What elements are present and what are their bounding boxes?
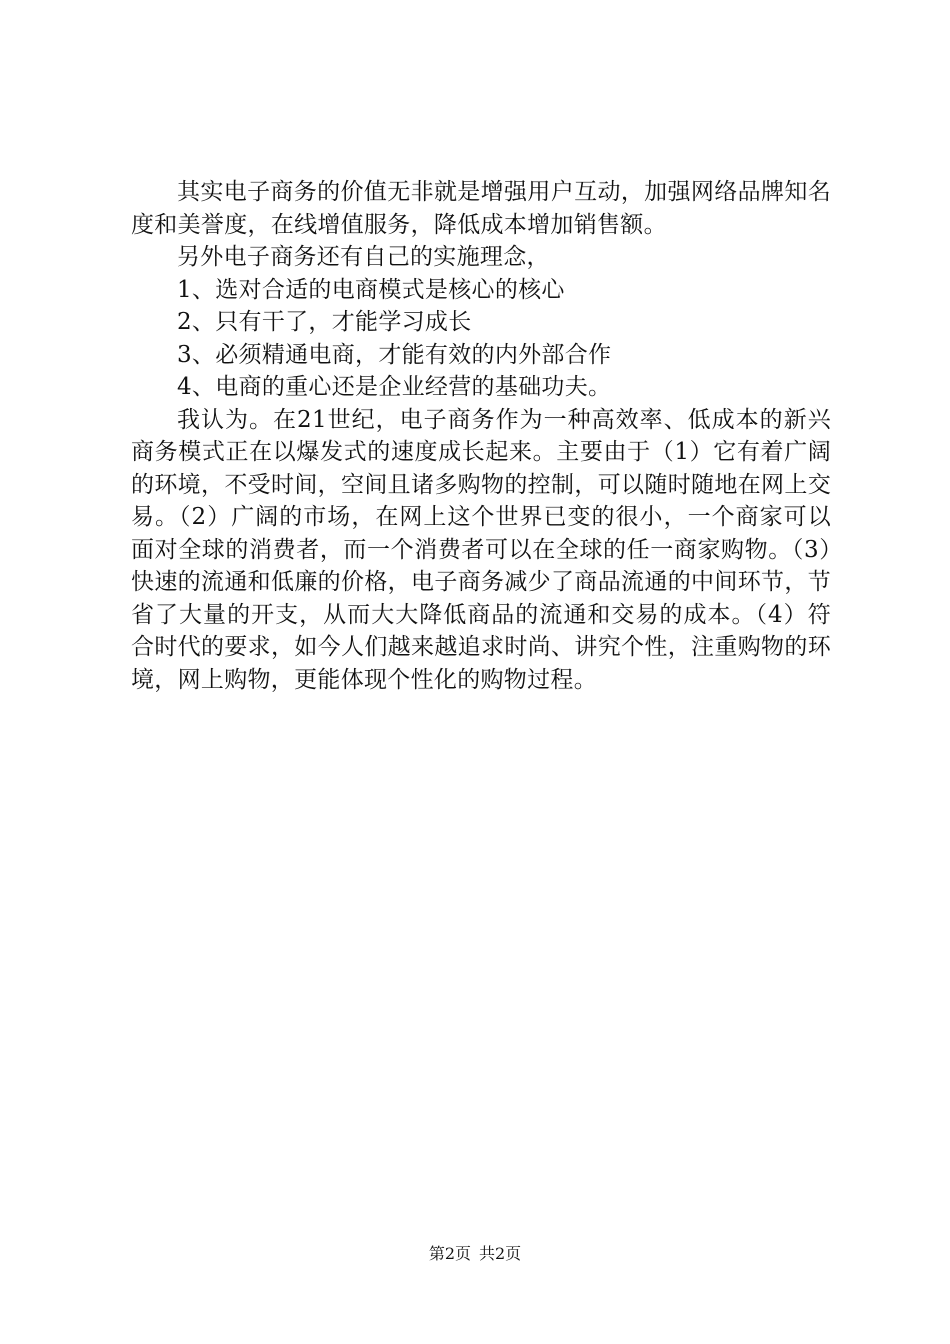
list-item-3: 3、必须精通电商，才能有效的内外部合作 xyxy=(177,341,612,368)
paragraph-opinion: 我认为。在21世纪，电子商务作为一种高效率、低成本的新兴商务模式正在以爆发式的速度成长起来。主要由于（1）它有着广阔的环境，不受时间，空间且诸多购物的控制，可以随时随地在网上交易。（2）广阔的市场，在网上这个世界已变的很小，一个商家可以面对全球的消费者，而一个消费者可以在全球的任一商家购物。（3）快速的流通和低廉的价格，电子商务减少了商品流通的中间环节，节省了大量的开支，从而大大降低商品的流通和交易的成本。（4）符合时代的要求，如今人们越来越追求时尚、讲究个性，注重购物的环境，网上购物，更能体现个性化的购物过程。 xyxy=(131,406,831,693)
page-footer xyxy=(0,1244,950,1264)
list-item-1: 1、选对合适的电商模式是核心的核心 xyxy=(177,276,565,303)
paragraph-value-summary: 其实电子商务的价值无非就是增强用户互动，加强网络品牌知名度和美誉度，在线增值服务，降低成本增加销售额。 xyxy=(131,179,831,238)
page-total: 共2页 xyxy=(479,1244,522,1263)
list-item-4: 4、电商的重心还是企业经营的基础功夫。 xyxy=(177,374,612,400)
page-number: 第2页 xyxy=(428,1244,471,1263)
document-body xyxy=(131,176,831,696)
paragraph-concepts-intro: 另外电子商务还有自己的实施理念， xyxy=(177,244,550,270)
list-item-2: 2、只有干了，才能学习成长 xyxy=(177,309,472,335)
